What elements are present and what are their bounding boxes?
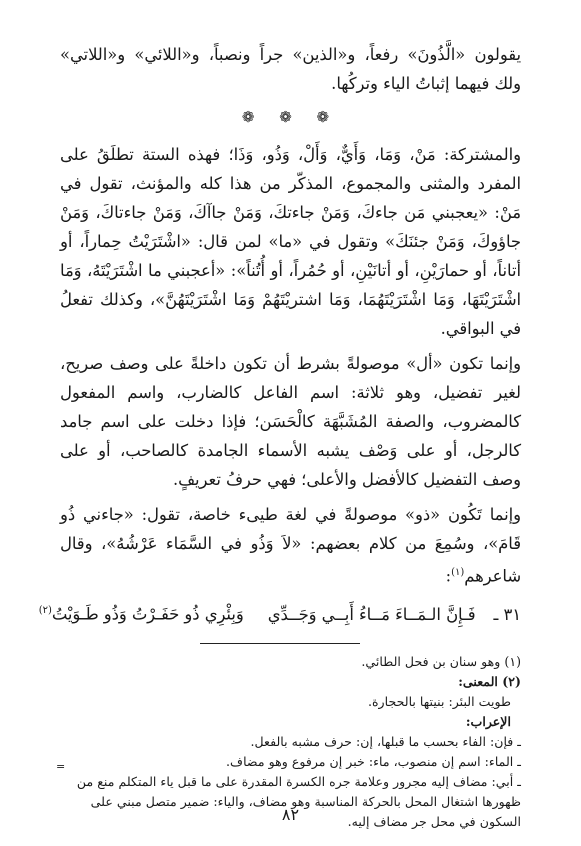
verse-hemistich-1: فَـإِنَّ الـمَــاءَ مَــاءُ أَبِــي وَجَــدِّي [267, 604, 476, 624]
paragraph-3: وإنما تكون «أل» موصولةً بشرط أن تكون داخلةً على وصف صريح، لغير تفضيل، وهو ثلاثة: اسم الفاعل كالضارب، واسم المفعول كالمضروب، والصفة المُشَبَّهَة كالْحَسَن؛ فإذا دخلت على اسم جامد كالرجل، أو على وَصْف يشبه الأسماء الجامدة كالصاحب، أو على وصف التفضيل كالأفضل والأعلى؛ فهي حرفُ تعريفٍ. [60, 354, 521, 489]
section-separator: ❁ ❁ ❁ [241, 108, 340, 126]
verse-hemistich-2 [39, 596, 244, 628]
paragraph-4-text: وإنما تَكُون «ذو» موصولةً في لغة طيىء خاصة، تقول: «جاءني ذُو قَامَ»، وسُمِعَ من كلام بعضهم: «لاَ وَذُو في السَّمَاء عَرْشُهُ»، وقال شاعرهم [60, 505, 521, 586]
footnote-ref-2[interactable]: (٢) [38, 605, 52, 617]
page-number: ٨٢ [281, 805, 300, 824]
footnote-ref-1[interactable]: (١) [451, 567, 465, 578]
footnote-divider [200, 643, 360, 644]
footnote-1: (١) وهو سنان بن فحل الطائي. [361, 653, 521, 669]
footnote-2-heading: (٢) المعنى: [458, 673, 521, 689]
paragraph-4-end: : [445, 566, 452, 586]
paragraph-1: يقولون «الَّذُونَ» رفعاً، و«الذين» جراً ونصباً، و«اللائي» و«اللاتي» ولك فيهما إثباتُ الياء وتركُها. [60, 45, 521, 93]
footnote-2-meaning: طويت البئر: بنيتها بالحجارة. [367, 693, 511, 709]
footnote-2-line-2: ـ الماء: اسم إن منصوب، ماء: خبر إن مرفوع وهو مضاف. [226, 753, 521, 769]
continuation-mark: = [56, 760, 66, 773]
poetry-verse [38, 596, 521, 628]
verse-hemistich-2-text: وَبِئْرِي ذُو حَفَـرْتُ وَذُو طَـوَيْتُ [51, 604, 244, 624]
paragraph-2: والمشتركة: مَنْ، وَمَا، وَأَيٌّ، وَأَلْ، وَذُو، وَذَا؛ فهذه الستة تطلَقُ على المفرد والمثنى والمجموع، المذكّر من هذا كله والمؤنث، تقول في مَنْ: «يعجبني مَن جاءكَ، وَمَنْ جاءتكَ، وَمَنْ جاآكَ، وَمَنْ جاءتاكَ، وَمَنْ جاؤوكَ، وَمَنْ جئنَكَ» وتقول في «ما» لمن قال: «اشْتَرَيْتُ حِماراً، أو أتاناً، أو حمارَيْنِ، أو أتانَيْنِ، أو حُمُراً، أو أُتُناً»: «أعجبني ما اشْتَرَيْتَهُ، وَمَا اشْتَرَيْتَهَا، وَمَا اشْتَرَيْتَهُمَا، وَمَا اشتريْتَهُمْ وَمَا اشْتَرَيْتَهُنَّ»، وكذلك تفعلُ في البواقي. [60, 145, 521, 338]
footnote-2-line-1: ـ فإن: الفاء بحسب ما قبلها، إن: حرف مشبه بالفعل. [250, 733, 521, 749]
footnote-2-irab-heading: الإعراب: [465, 713, 511, 729]
paragraph-4 [60, 500, 521, 590]
verse-number: ٣١ ـ [493, 604, 521, 624]
footnote-2-line-3: ـ أبي: مضاف إليه مجرور وعلامة جره الكسرة المقدرة على ما قبل ياء المتكلم منع من ظهورها اشتغال المحل بالحركة المناسبة وهو مضاف، والياء: ضمير متصل مبني على السكون في محل جر مضاف إليه. [76, 773, 521, 829]
